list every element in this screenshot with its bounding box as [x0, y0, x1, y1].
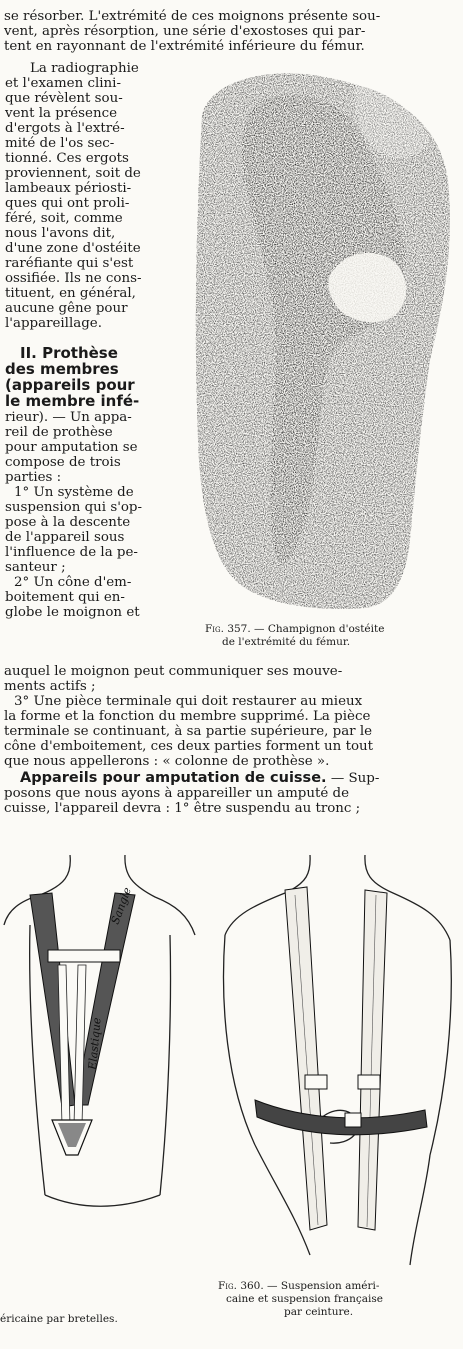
text-line: suspension qui s'op- — [5, 500, 143, 515]
braces-back-figure — [0, 855, 200, 1275]
text-line: aucune gêne pour — [5, 301, 128, 316]
text-line: l'influence de la pe- — [5, 545, 138, 560]
text-line: 1° Un système de — [14, 485, 134, 500]
text-line: d'une zone d'ostéite — [5, 241, 141, 256]
text-line: tent en rayonnant de l'extrémité inférieure du fémur. — [4, 39, 365, 54]
text-line: rieur). — Un appa- — [5, 410, 132, 425]
subheading: Appareils pour amputation de cuisse. — [20, 770, 327, 786]
text-line: mité de l'os sec- — [5, 136, 115, 151]
text-line: terminale se continuant, à sa partie supérieure, par le — [4, 724, 373, 739]
text-line: posons que nous ayons à appareiller un amputé de — [4, 786, 350, 801]
text-line: compose de trois — [5, 455, 121, 470]
elastique-label: Elastique — [86, 1016, 104, 1071]
text-line: globe le moignon et — [5, 605, 140, 620]
text-line: tionné. Ces ergots — [5, 151, 129, 166]
text-line: 2° Un cône d'em- — [14, 575, 132, 590]
text-line: de l'appareil sous — [5, 530, 125, 545]
section-heading: le membre infé- — [5, 392, 140, 410]
text-line: nous l'avons dit, — [5, 226, 116, 241]
text-line: ossifiée. Ils ne cons- — [5, 271, 142, 286]
text-line: cône d'emboitement, ces deux parties forment un tout — [4, 739, 374, 754]
fig-left-caption: éricaine par bretelles. — [0, 1313, 118, 1325]
text-line: boitement qui en- — [5, 590, 125, 605]
figure-label: Fig. 357. — [205, 623, 251, 635]
radiograph-figure — [180, 60, 460, 620]
belt-front-figure — [215, 855, 463, 1275]
text-line: proviennent, soit de — [5, 166, 141, 181]
figure-label: Fig. 360. — [218, 1280, 264, 1292]
text-line: parties : — [5, 470, 62, 485]
sangle-label: Sangle — [108, 885, 134, 927]
fig360-caption-line2: caine et suspension française — [226, 1293, 384, 1305]
section-heading: (appareils pour — [5, 376, 135, 394]
section-heading: II. Prothèse — [20, 344, 118, 362]
text-line: et l'examen clini- — [5, 76, 121, 91]
text-line: auquel le moignon peut communiquer ses mouve- — [4, 664, 343, 679]
subheading-line — [20, 771, 379, 786]
text-line: se résorber. L'extrémité de ces moignons présente sou- — [4, 9, 381, 24]
text-line: raréfiante qui s'est — [5, 256, 134, 271]
text-line: féré, soit, comme — [5, 211, 123, 226]
text-line: ques qui ont proli- — [5, 196, 130, 211]
caption-text: — Champignon d'ostéite — [254, 623, 385, 635]
text-line: santeur ; — [5, 560, 66, 575]
subheading-tail: — Sup- — [330, 771, 380, 786]
section-heading: des membres — [5, 360, 119, 378]
text-line: pour amputation se — [5, 440, 138, 455]
text-line: tituent, en général, — [5, 286, 136, 301]
text-line: 3° Une pièce terminale qui doit restaurer au mieux — [14, 694, 363, 709]
fig360-caption — [218, 1280, 379, 1292]
fig357-caption-line2: de l'extrémité du fémur. — [222, 636, 351, 648]
caption-text: — Suspension améri- — [267, 1280, 380, 1292]
text-line: ments actifs ; — [4, 679, 96, 694]
text-line: vent la présence — [5, 106, 118, 121]
text-line: cuisse, l'appareil devra : 1° être suspendu au tronc ; — [4, 801, 361, 816]
text-line: vent, après résorption, une série d'exostoses qui par- — [4, 24, 366, 39]
text-line: lambeaux périosti- — [5, 181, 132, 196]
text-line: que révèlent sou- — [5, 91, 123, 106]
text-line: la forme et la fonction du membre supprimé. La pièce — [4, 709, 371, 724]
text-line: d'ergots à l'extré- — [5, 121, 125, 136]
text-line: pose à la descente — [5, 515, 131, 530]
fig357-caption — [205, 623, 384, 635]
text-line: l'appareillage. — [5, 316, 102, 331]
text-line: La radiographie — [30, 61, 139, 76]
text-line: reil de prothèse — [5, 425, 113, 440]
text-line: que nous appellerons : « colonne de prothèse ». — [4, 754, 330, 769]
fig360-caption-line3: par ceinture. — [284, 1306, 354, 1318]
